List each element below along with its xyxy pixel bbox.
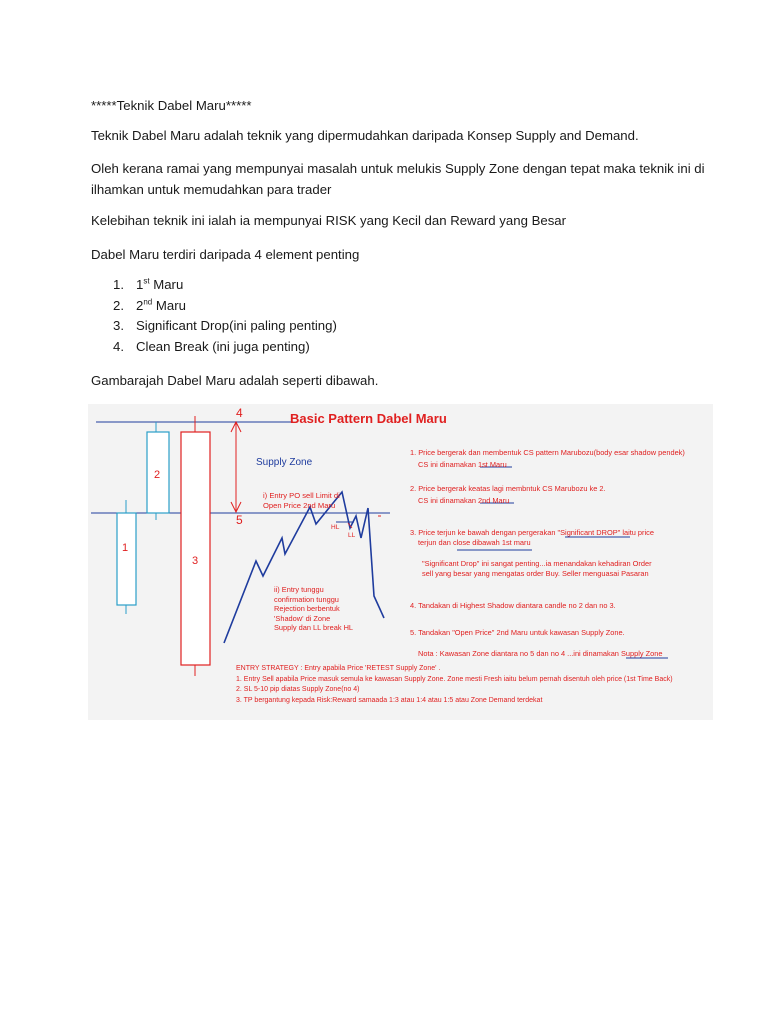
paragraph-advantage: Kelebihan teknik ini ialah ia mempunyai RISK yang Kecil dan Reward yang Besar bbox=[91, 213, 567, 228]
paragraph-intro: Teknik Dabel Maru adalah teknik yang dipermudahkan daripada Konsep Supply and Demand. bbox=[91, 128, 639, 143]
paragraph-reason-line2: ilhamkan untuk memudahkan para trader bbox=[91, 182, 332, 197]
diagram-title: Basic Pattern Dabel Maru bbox=[290, 411, 447, 426]
label-level-4: 4 bbox=[236, 406, 243, 420]
hl-label: HL bbox=[331, 524, 340, 531]
ll-label: LL bbox=[348, 532, 356, 539]
entry-i-text: i) Entry PO sell Limit di Open Price 2nd Maru bbox=[263, 491, 340, 510]
paragraph-reason-line1: Oleh kerana ramai yang mempunyai masalah untuk melukis Supply Zone dengan tepat maka teknik ini di bbox=[91, 161, 705, 176]
note-3-detail: "Significant Drop" ini sangat penting...ia menandakan kehadiran Order sell yang besar yang mengatas order Buy. Seller menguasai Pasaran bbox=[422, 559, 652, 578]
entry-ii-text: ii) Entry tunggu confirmation tunggu Rejection berbentuk 'Shadow' di Zone Supply dan LL break HL bbox=[274, 585, 354, 633]
note-4: 4. Tandakan di Highest Shadow diantara candle no 2 dan no 3. bbox=[410, 601, 616, 610]
candle-1-body bbox=[117, 513, 136, 605]
candle-2-label: 2 bbox=[154, 469, 161, 481]
paragraph-elements: Dabel Maru terdiri daripada 4 element penting bbox=[91, 247, 360, 262]
note-1: 1. Price bergerak dan membentuk CS pattern Marubozu(body esar shadow pendek) CS ini dinamakan 1st Maru bbox=[410, 448, 685, 469]
note-5: 5. Tandakan "Open Price" 2nd Maru untuk kawasan Supply Zone. bbox=[410, 628, 625, 637]
note-zone: Nota : Kawasan Zone diantara no 5 dan no 4 ...ini dinamakan Supply Zone bbox=[418, 649, 663, 658]
document-page: *****Teknik Dabel Maru***** Teknik Dabel Maru adalah teknik yang dipermudahkan daripada Konsep Supply and Demand. Oleh kerana ramai yang mempunyai masalah untuk melukis Supply Zone dengan tepat maka teknik ini di ilhamkan untuk memudahkan para trader Kelebihan teknik ini ialah ia mempunyai RISK yang Kecil dan Reward yang Besar Dabel Maru terdiri daripada 4 element penting 1. 1st Maru 2. 2nd Maru 3. Significant Drop(ini paling penting) 4. Clean Break (ini juga penting) Gambarajah Dabel Maru adalah seperti dibawah. 4 Basic Pattern Dabel Maru 5 1 2 3 Supply Zone i) Entry PO sell Limit di Open Price 2nd Maru ii) Entry tunggu confirmation tunggu Rejection berbentuk 'Shadow' di Zone Supply dan LL break HL HL LL 1. Price bergerak dan membentuk CS pattern Marubozu(body esar shadow pendek) CS ini dinamakan 1st Maru 2. Price bergerak keatas lagi membntuk CS Marubozu ke 2. CS ini dinamakan 2nd Maru 3. Price terjun ke bawah dengan pergerakan "Significant DROP" laitu price terjun dan close dibawah 1st maru "Significant Drop" ini sangat penting...ia menandakan kehadiran Order sell yang besar yang mengatas order Buy. Seller menguasai Pasaran 4. Tandakan di Highest Shadow diantara candle no 2 dan no 3. 5. Tandakan "Open Price" 2nd Maru untuk kawasan Supply Zone. Nota : Kawasan Zone diantara no 5 dan no 4 ...ini dinamakan Supply Zone ENTRY STRATEGY : Entry apabila Price 'RETEST Supply Zone' . 1. Entry Sell apabila Price masuk semula ke kawasan Supply Zone. Zone mesti Fresh iaitu belum pernah disentuh oleh price (1st Time Back) 2. SL 5-10 pip diatas Supply Zone(no 4) 3. TP bergantung kepada Risk:Reward samaada 1:3 atau 1:4 atau 1:5 atau Zone Demand terdekat bbox=[0, 0, 768, 1024]
supply-zone-label: Supply Zone bbox=[256, 457, 313, 468]
candle-3-body bbox=[181, 432, 210, 665]
paragraph-figure-intro: Gambarajah Dabel Maru adalah seperti dibawah. bbox=[91, 373, 379, 388]
label-level-5: 5 bbox=[236, 513, 243, 527]
dabel-maru-diagram bbox=[88, 404, 713, 720]
candle-1-label: 1 bbox=[122, 542, 129, 554]
candle-3-label: 3 bbox=[192, 555, 199, 567]
entry-strategy: ENTRY STRATEGY : Entry apabila Price 'RETEST Supply Zone' . 1. Entry Sell apabila Price masuk semula ke kawasan Supply Zone. Zone mesti Fresh iaitu belum pernah disentuh oleh price (1st Time Back) 2. SL 5-10 pip diatas Supply Zone(no 4) 3. TP bergantung kepada Risk:Reward samaada 1:3 atau 1:4 atau 1:5 atau Zone Demand terdekat bbox=[236, 665, 673, 704]
note-2: 2. Price bergerak keatas lagi membntuk CS Marubozu ke 2. CS ini dinamakan 2nd Maru bbox=[410, 484, 606, 505]
doc-title: *****Teknik Dabel Maru***** bbox=[91, 98, 252, 113]
note-3: 3. Price terjun ke bawah dengan pergerakan "Significant DROP" laitu price terjun dan close dibawah 1st maru bbox=[410, 528, 654, 547]
